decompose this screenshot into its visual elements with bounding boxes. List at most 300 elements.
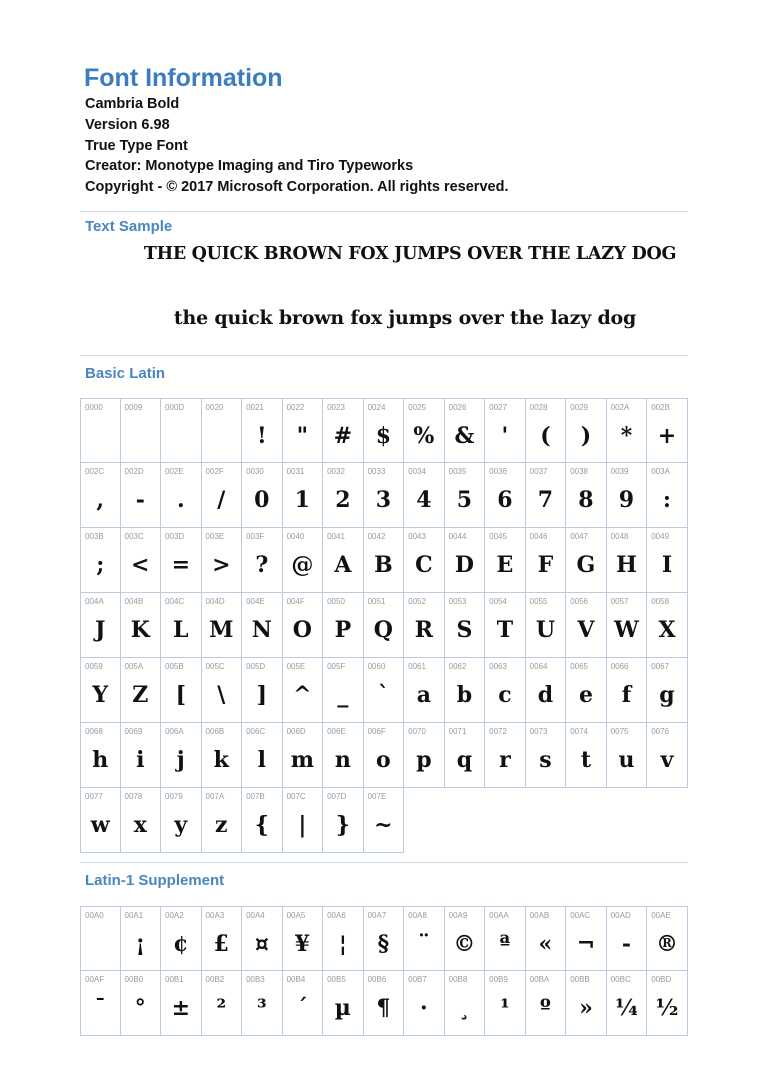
glyph-cell <box>647 723 688 788</box>
codepoint-label: 0036 <box>489 467 507 476</box>
glyph-cell <box>121 528 162 593</box>
codepoint-label: 0029 <box>570 403 588 412</box>
glyph-cell <box>607 971 648 1036</box>
glyph-cell <box>121 906 162 971</box>
glyph-cell <box>404 723 445 788</box>
glyph-cell <box>647 658 688 723</box>
glyph-cell <box>607 723 648 788</box>
font-name: Cambria Bold <box>85 96 180 112</box>
glyph: S <box>456 617 473 643</box>
glyph: k <box>213 747 229 773</box>
glyph: ¦ <box>338 931 347 957</box>
codepoint-label: 004C <box>165 597 185 606</box>
glyph-cell <box>485 906 526 971</box>
glyph: / <box>217 487 226 513</box>
glyph: O <box>292 617 312 643</box>
glyph: Y <box>92 682 109 708</box>
codepoint-label: 0031 <box>286 467 305 476</box>
glyph-cell <box>242 906 283 971</box>
glyph: K <box>130 617 150 643</box>
glyph: 3 <box>375 487 392 513</box>
glyph: P <box>334 617 352 643</box>
glyph-cell <box>161 463 202 528</box>
glyph-cell <box>607 463 648 528</box>
glyph: c <box>498 682 512 708</box>
glyph: f <box>621 682 632 708</box>
codepoint-label: 0053 <box>448 597 467 606</box>
glyph-cell <box>161 398 202 463</box>
codepoint-label: 0067 <box>651 662 670 671</box>
codepoint-label: 0050 <box>327 597 345 606</box>
glyph: ¬ <box>576 931 596 957</box>
glyph: ± <box>171 995 190 1021</box>
codepoint-label: 0025 <box>408 403 426 412</box>
glyph-cell <box>566 723 607 788</box>
codepoint-label: 0023 <box>327 403 345 412</box>
glyph: § <box>377 931 390 957</box>
divider <box>80 355 688 356</box>
sample-lowercase: the quick brown fox jumps over the lazy dog <box>173 307 637 329</box>
glyph-cell <box>445 528 486 593</box>
glyph-cell <box>202 593 243 658</box>
glyph-cell <box>283 971 324 1036</box>
glyph: i <box>136 747 145 773</box>
codepoint-label: 002F <box>205 467 224 476</box>
glyph: @ <box>291 552 314 578</box>
glyph-cell <box>364 971 405 1036</box>
glyph: j <box>176 747 185 773</box>
glyph: ! <box>256 423 267 449</box>
codepoint-label: 004D <box>205 597 225 606</box>
codepoint-label: 0064 <box>529 662 548 671</box>
glyph-cell <box>283 593 324 658</box>
glyph-cell <box>161 788 202 853</box>
glyph: µ <box>334 995 351 1021</box>
codepoint-label: 0038 <box>570 467 588 476</box>
glyph-cell <box>242 971 283 1036</box>
glyph-cell <box>566 463 607 528</box>
codepoint-label: 00B4 <box>286 975 306 984</box>
glyph: : <box>662 487 672 513</box>
codepoint-label: 0075 <box>610 727 629 736</box>
glyph-cell <box>80 398 121 463</box>
glyph: & <box>454 423 475 449</box>
glyph-cell <box>283 906 324 971</box>
glyph-cell <box>485 528 526 593</box>
codepoint-label: 0037 <box>529 467 548 476</box>
glyph: u <box>618 747 635 773</box>
font-type: True Type Font <box>85 137 188 154</box>
glyph-cell <box>566 398 607 463</box>
codepoint-label: 0049 <box>651 532 670 541</box>
glyph-cell <box>526 528 567 593</box>
glyph: o <box>376 747 391 773</box>
glyph: w <box>90 812 110 838</box>
glyph: R <box>414 617 434 643</box>
glyph: h <box>92 747 109 773</box>
font-creator: Creator: Monotype Imaging and Tiro Typeworks <box>85 158 414 175</box>
glyph-cell <box>364 906 405 971</box>
glyph-cell <box>485 723 526 788</box>
glyph: ? <box>255 552 269 578</box>
codepoint-label: 00A9 <box>448 911 468 920</box>
codepoint-label: 004B <box>124 597 144 606</box>
codepoint-label: 0068 <box>85 727 103 736</box>
sample-uppercase: THE QUICK BROWN FOX JUMPS OVER THE LAZY DOG <box>143 244 677 264</box>
codepoint-label: 0052 <box>408 597 426 606</box>
glyph-cell <box>526 658 567 723</box>
glyph-cell <box>445 971 486 1036</box>
glyph-cell <box>323 658 364 723</box>
basic-latin-grid <box>80 398 688 853</box>
glyph: ¹ <box>500 995 510 1021</box>
glyph: ¶ <box>376 995 391 1021</box>
codepoint-label: 003B <box>85 532 104 541</box>
glyph-cell <box>607 906 648 971</box>
glyph-cell <box>242 658 283 723</box>
codepoint-label: 0078 <box>124 792 143 801</box>
codepoint-label: 00AE <box>651 911 671 920</box>
codepoint-label: 0066 <box>610 662 629 671</box>
glyph-cell <box>526 398 567 463</box>
glyph: C <box>415 552 433 578</box>
glyph: b <box>456 682 473 708</box>
glyph: ¯ <box>94 995 106 1021</box>
glyph-cell <box>323 593 364 658</box>
glyph: ° <box>134 995 146 1021</box>
glyph-cell <box>121 463 162 528</box>
glyph-cell <box>161 906 202 971</box>
codepoint-label: 005B <box>165 662 184 671</box>
glyph: « <box>538 931 553 957</box>
glyph-cell <box>607 593 648 658</box>
glyph-cell <box>80 971 121 1036</box>
glyph-cell <box>161 723 202 788</box>
glyph-cell <box>202 971 243 1036</box>
codepoint-label: 0045 <box>489 532 507 541</box>
glyph-cell <box>202 906 243 971</box>
glyph: B <box>374 552 393 578</box>
codepoint-label: 004F <box>286 597 305 606</box>
codepoint-label: 0079 <box>165 792 183 801</box>
glyph-cell <box>283 788 324 853</box>
glyph: ¨ <box>418 931 430 957</box>
codepoint-label: 006E <box>327 727 346 736</box>
glyph: " <box>296 423 309 449</box>
glyph: } <box>335 812 350 838</box>
glyph-cell <box>445 593 486 658</box>
glyph-cell <box>121 971 162 1036</box>
glyph-cell <box>161 593 202 658</box>
glyph: [ <box>175 682 186 708</box>
codepoint-label: 00AA <box>489 911 509 920</box>
glyph-cell <box>202 723 243 788</box>
glyph-cell <box>526 971 567 1036</box>
glyph: q <box>456 747 473 773</box>
codepoint-label: 0072 <box>489 727 507 736</box>
font-version: Version 6.98 <box>85 116 170 133</box>
glyph-cell <box>404 593 445 658</box>
glyph-cell <box>364 593 405 658</box>
glyph: * <box>620 423 633 449</box>
glyph: 1 <box>294 487 310 513</box>
divider <box>80 211 688 212</box>
codepoint-label: 00B8 <box>448 975 468 984</box>
glyph: J <box>95 617 106 643</box>
glyph-cell <box>242 463 283 528</box>
glyph-cell <box>566 658 607 723</box>
glyph: \ <box>217 682 226 708</box>
glyph-cell <box>323 723 364 788</box>
codepoint-label: 00A7 <box>367 911 387 920</box>
glyph: ' <box>501 423 509 449</box>
glyph: - <box>135 487 145 513</box>
codepoint-label: 002C <box>85 467 105 476</box>
glyph: ® <box>655 931 678 957</box>
glyph-cell <box>121 593 162 658</box>
glyph: $ <box>375 423 392 449</box>
glyph-cell <box>647 463 688 528</box>
glyph-cell <box>485 971 526 1036</box>
codepoint-label: 00B3 <box>246 975 265 984</box>
glyph-cell <box>445 658 486 723</box>
glyph-cell <box>80 788 121 853</box>
codepoint-label: 003F <box>246 532 265 541</box>
codepoint-label: 00BB <box>570 975 590 984</box>
codepoint-label: 0022 <box>286 403 305 412</box>
codepoint-label: 0065 <box>570 662 588 671</box>
glyph-cell <box>364 398 405 463</box>
codepoint-label: 0059 <box>85 662 103 671</box>
glyph-cell <box>121 658 162 723</box>
glyph: £ <box>213 931 229 957</box>
glyph: W <box>614 617 639 643</box>
glyph: , <box>96 487 105 513</box>
codepoint-label: 006B <box>205 727 225 736</box>
glyph-cell <box>526 463 567 528</box>
codepoint-label: 0033 <box>367 467 386 476</box>
glyph-cell <box>607 528 648 593</box>
codepoint-label: 0073 <box>529 727 548 736</box>
codepoint-label: 005F <box>327 662 346 671</box>
glyph-cell <box>80 463 121 528</box>
glyph: ³ <box>257 995 267 1021</box>
font-copyright: Copyright - © 2017 Microsoft Corporation. All rights reserved. <box>85 179 509 196</box>
codepoint-label: 007D <box>327 792 347 801</box>
codepoint-label: 002E <box>165 467 184 476</box>
glyph: > <box>212 552 231 578</box>
codepoint-label: 0047 <box>570 532 588 541</box>
glyph: E <box>496 552 514 578</box>
glyph-cell <box>485 463 526 528</box>
glyph-cell <box>121 723 162 788</box>
codepoint-label: 0035 <box>448 467 467 476</box>
glyph: M <box>209 617 234 643</box>
glyph-cell <box>647 906 688 971</box>
glyph: © <box>453 931 476 957</box>
glyph-cell <box>404 528 445 593</box>
glyph-cell <box>283 463 324 528</box>
glyph: 7 <box>537 487 554 513</box>
codepoint-label: 0069 <box>124 727 143 736</box>
glyph-cell <box>323 463 364 528</box>
glyph-cell <box>161 971 202 1036</box>
glyph: r <box>499 747 511 773</box>
codepoint-label: 00B0 <box>124 975 144 984</box>
glyph: y <box>174 812 188 838</box>
glyph-cell <box>526 723 567 788</box>
glyph-cell <box>80 906 121 971</box>
glyph: m <box>290 747 314 773</box>
codepoint-label: 0056 <box>570 597 588 606</box>
glyph: · <box>420 995 428 1021</box>
glyph: ¢ <box>173 931 189 957</box>
codepoint-label: 005D <box>246 662 266 671</box>
glyph: º <box>539 995 551 1021</box>
glyph-cell <box>323 906 364 971</box>
codepoint-label: 005E <box>286 662 306 671</box>
codepoint-label: 007C <box>286 792 306 801</box>
codepoint-label: 007B <box>246 792 265 801</box>
glyph: | <box>298 812 307 838</box>
glyph-cell <box>161 658 202 723</box>
codepoint-label: 0046 <box>529 532 548 541</box>
codepoint-label: 00AB <box>529 911 550 920</box>
codepoint-label: 00B1 <box>165 975 184 984</box>
glyph-cell <box>161 528 202 593</box>
glyph-cell <box>364 788 405 853</box>
glyph-cell <box>404 971 445 1036</box>
codepoint-label: 004A <box>85 597 104 606</box>
glyph: a <box>416 682 432 708</box>
glyph-cell <box>607 658 648 723</box>
codepoint-label: 00AC <box>570 911 591 920</box>
glyph-cell <box>202 528 243 593</box>
glyph: . <box>176 487 185 513</box>
glyph-cell <box>202 463 243 528</box>
glyph-cell <box>242 788 283 853</box>
codepoint-label: 002D <box>124 467 144 476</box>
glyph-cell <box>242 723 283 788</box>
glyph-cell <box>647 528 688 593</box>
glyph-cell <box>566 906 607 971</box>
glyph: ¡ <box>135 931 146 957</box>
glyph: 9 <box>618 487 635 513</box>
glyph: ¥ <box>294 931 310 957</box>
glyph-cell <box>404 398 445 463</box>
glyph: e <box>578 682 593 708</box>
codepoint-label: 005C <box>205 662 225 671</box>
glyph: ; <box>96 552 105 578</box>
codepoint-label: 0070 <box>408 727 426 736</box>
glyph-cell <box>202 398 243 463</box>
glyph-cell <box>242 593 283 658</box>
codepoint-label: 0000 <box>85 403 103 412</box>
glyph: 6 <box>497 487 513 513</box>
glyph-cell <box>404 658 445 723</box>
codepoint-label: 00A5 <box>286 911 306 920</box>
glyph: x <box>133 812 147 838</box>
glyph-cell <box>364 463 405 528</box>
glyph: ¸ <box>458 995 470 1021</box>
codepoint-label: 0044 <box>448 532 467 541</box>
page-title: Font Information <box>84 64 283 92</box>
glyph-cell <box>526 906 567 971</box>
codepoint-label: 00A6 <box>327 911 346 920</box>
glyph-cell <box>202 788 243 853</box>
codepoint-label: 0027 <box>489 403 507 412</box>
glyph: ª <box>499 931 511 957</box>
codepoint-label: 0043 <box>408 532 426 541</box>
glyph: Z <box>132 682 149 708</box>
glyph: + <box>657 423 677 449</box>
glyph: - <box>621 931 632 957</box>
codepoint-label: 006C <box>246 727 266 736</box>
glyph: 5 <box>456 487 473 513</box>
glyph: L <box>173 617 189 643</box>
codepoint-label: 0071 <box>448 727 467 736</box>
glyph-cell <box>121 788 162 853</box>
glyph: ^ <box>293 682 312 708</box>
glyph: ` <box>377 682 389 708</box>
glyph-cell <box>566 971 607 1036</box>
codepoint-label: 0051 <box>367 597 386 606</box>
codepoint-label: 0030 <box>246 467 264 476</box>
text-sample-heading: Text Sample <box>85 218 173 235</box>
glyph-cell <box>404 906 445 971</box>
codepoint-label: 00A8 <box>408 911 427 920</box>
glyph: V <box>577 617 595 643</box>
codepoint-label: 0009 <box>124 403 143 412</box>
glyph: t <box>580 747 592 773</box>
codepoint-label: 0058 <box>651 597 670 606</box>
glyph-cell <box>404 463 445 528</box>
glyph-cell <box>323 788 364 853</box>
glyph: l <box>257 747 266 773</box>
glyph-cell <box>445 723 486 788</box>
codepoint-label: 004E <box>246 597 265 606</box>
codepoint-label: 006A <box>165 727 184 736</box>
codepoint-label: 003D <box>165 532 185 541</box>
codepoint-label: 0057 <box>610 597 629 606</box>
glyph: d <box>537 682 554 708</box>
glyph: Q <box>373 617 393 643</box>
glyph: » <box>579 995 593 1021</box>
glyph-cell <box>202 658 243 723</box>
codepoint-label: 0026 <box>448 403 467 412</box>
glyph-cell <box>364 658 405 723</box>
codepoint-label: 006D <box>286 727 306 736</box>
glyph: N <box>251 617 272 643</box>
codepoint-label: 00B6 <box>367 975 387 984</box>
glyph: ² <box>216 995 227 1021</box>
glyph-cell <box>121 398 162 463</box>
codepoint-label: 00A0 <box>85 911 104 920</box>
glyph-cell <box>283 528 324 593</box>
codepoint-label: 007A <box>205 792 225 801</box>
codepoint-label: 00B2 <box>205 975 225 984</box>
codepoint-label: 00B7 <box>408 975 427 984</box>
codepoint-label: 00A1 <box>124 911 144 920</box>
codepoint-label: 003A <box>651 467 670 476</box>
latin1-supplement-grid <box>80 906 688 1036</box>
glyph: { <box>254 812 269 838</box>
glyph-cell <box>647 971 688 1036</box>
glyph: v <box>660 747 674 773</box>
glyph: ¤ <box>254 931 269 957</box>
codepoint-label: 0021 <box>246 403 264 412</box>
codepoint-label: 00B5 <box>327 975 346 984</box>
